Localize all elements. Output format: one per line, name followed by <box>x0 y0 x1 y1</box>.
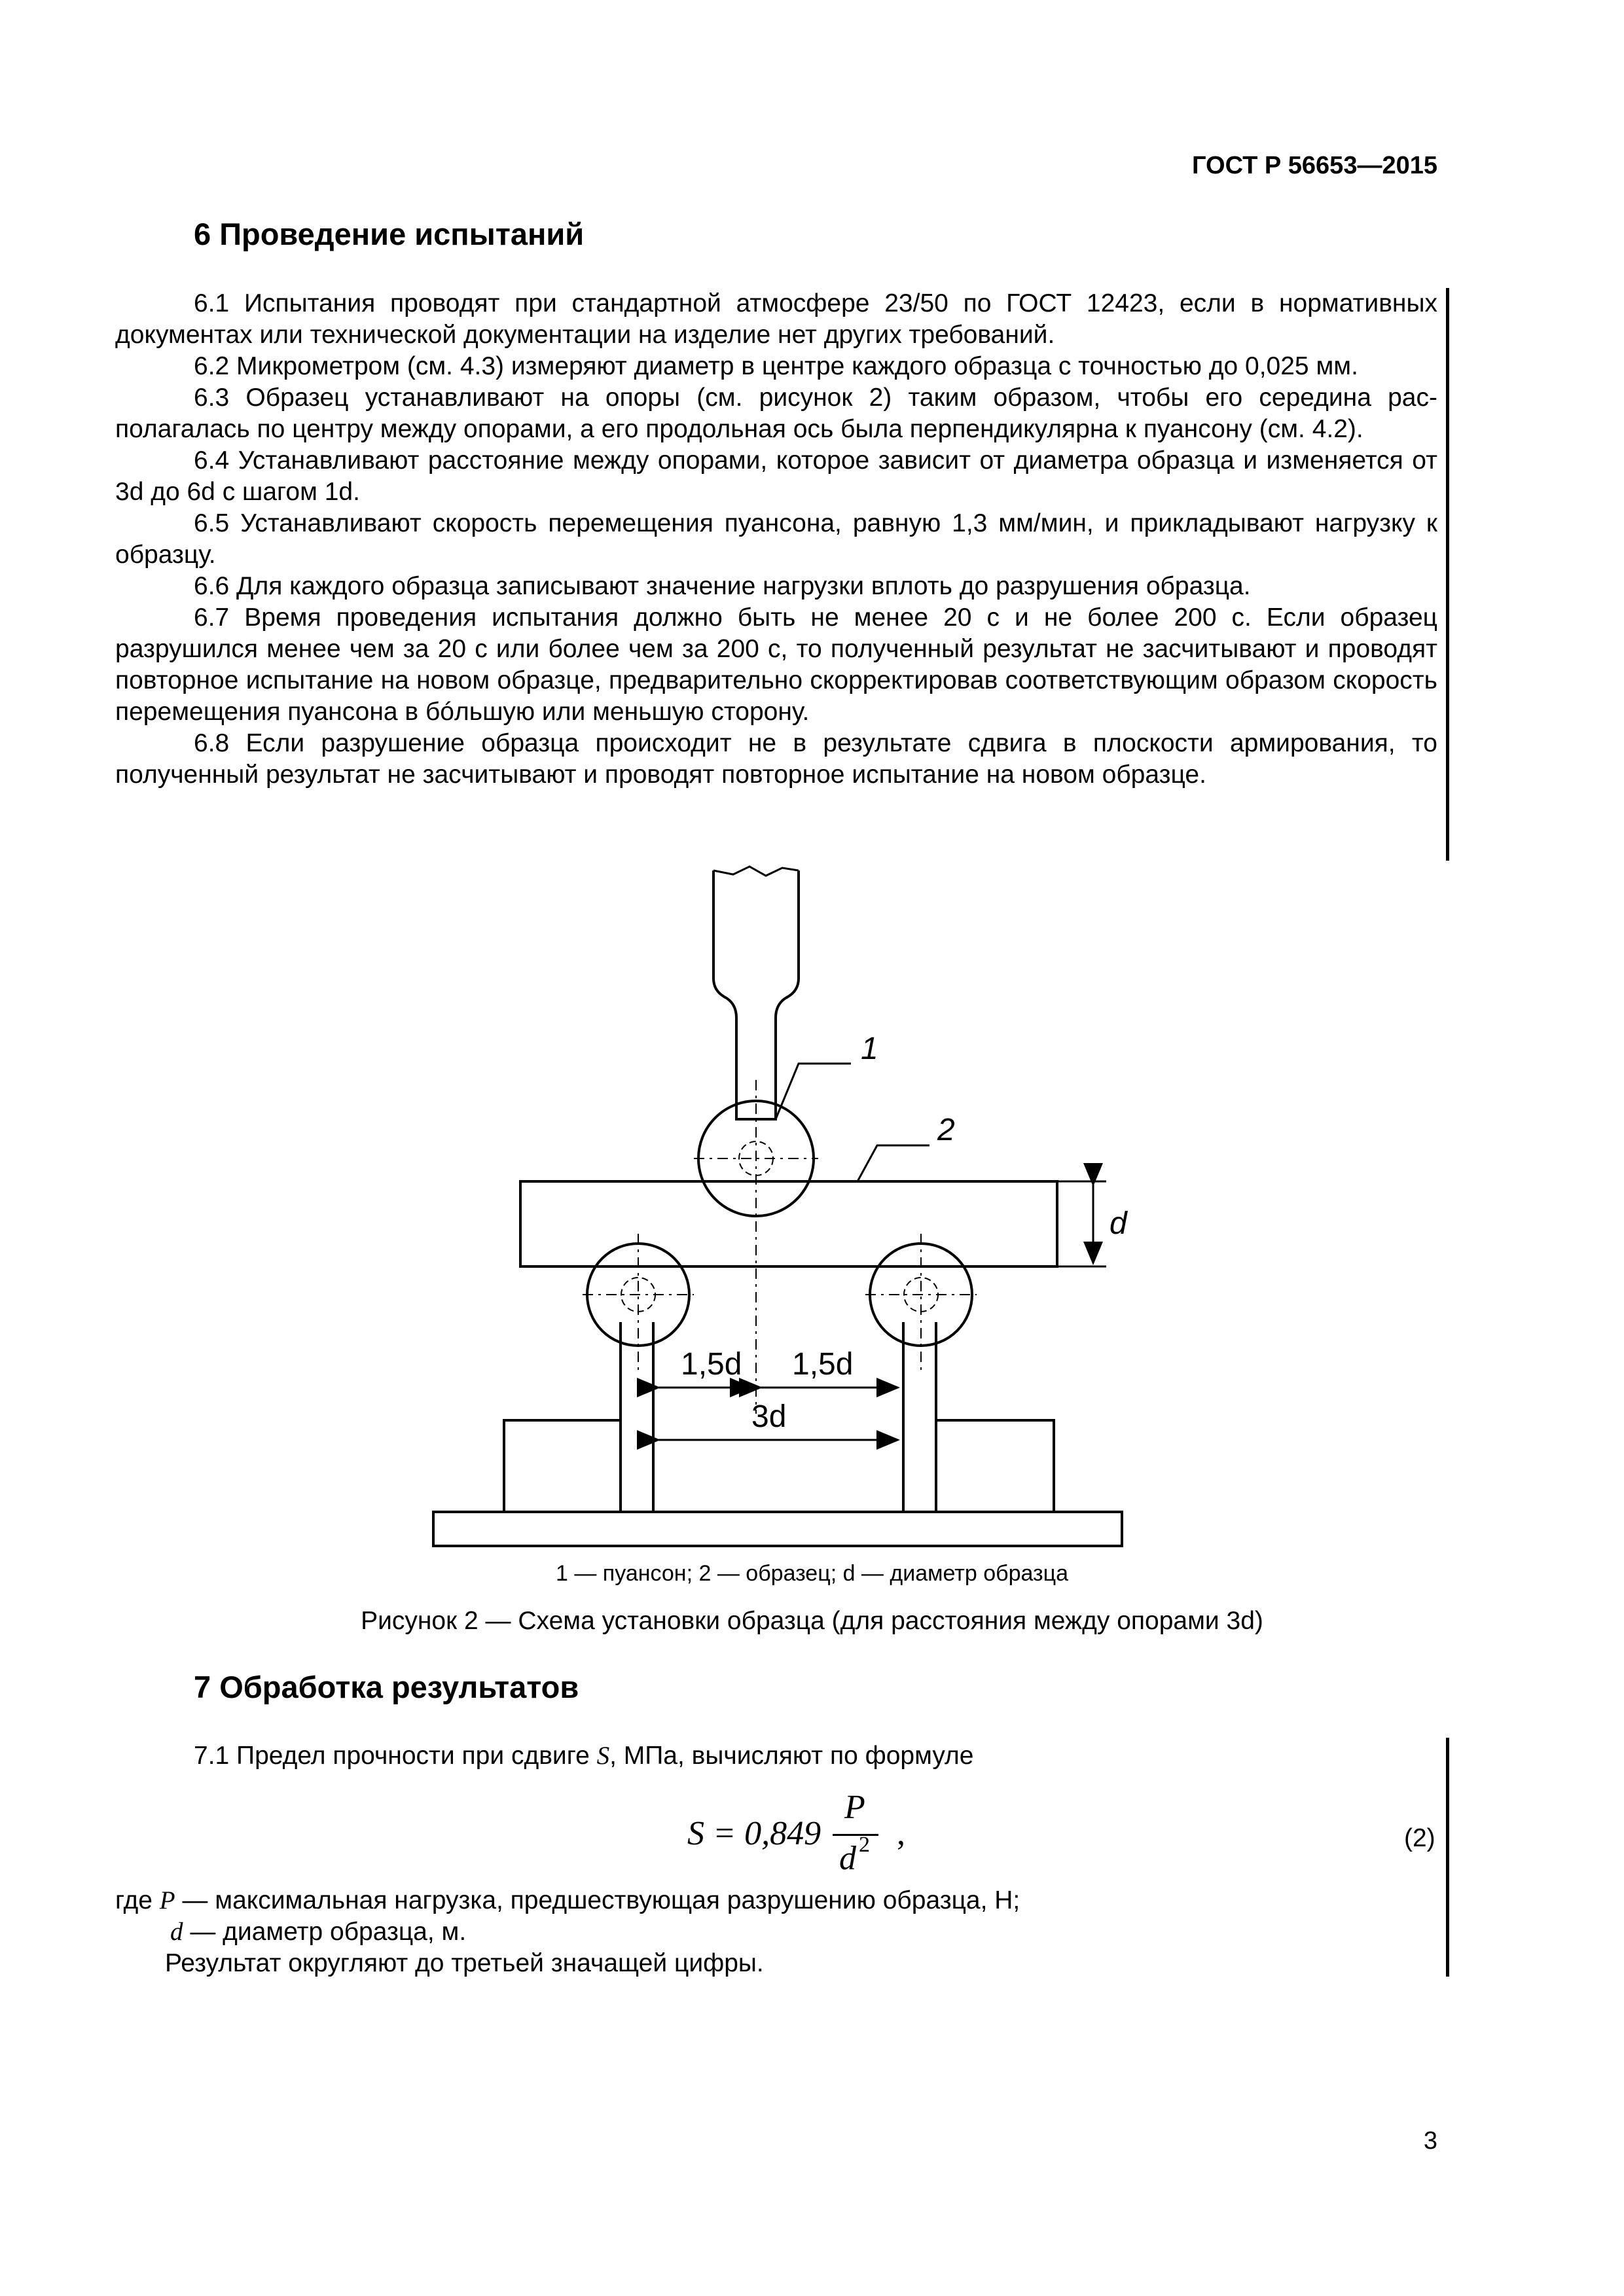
section-6-title: 6 Проведение испытаний <box>194 217 585 251</box>
section-6-body <box>115 288 1437 791</box>
para-6-8: 6.8 Если разрушение образца происходит не в результате сдвига в плоскости армирования, то полученный результат не засчитывают и проводят повторное испытание на новом образце. <box>115 729 1437 789</box>
dim-right-text: 1,5d <box>792 1347 854 1382</box>
formula-comma: , <box>897 1815 905 1852</box>
formula-2 <box>687 1788 923 1880</box>
var-S: S <box>596 1742 610 1770</box>
var-d: d <box>170 1918 183 1946</box>
leader-2 <box>857 1145 929 1181</box>
punch-break-line <box>713 867 799 876</box>
figure-caption: Рисунок 2 — Схема установки образца (для расстояния между опорами 3d) <box>361 1607 1263 1635</box>
formula-exponent: 2 <box>859 1833 870 1857</box>
change-bar <box>1446 1738 1449 1977</box>
page-number: 3 <box>1423 2127 1437 2155</box>
dim-span-text: 3d <box>751 1399 787 1434</box>
right-support-post <box>903 1322 936 1512</box>
label-2: 2 <box>937 1113 955 1147</box>
para-6-7: 6.7 Время проведения испытания должно быть не менее 20 с и не более 200 с. Если образец разрушился менее чем за 20 с или более чем за 200 с, то полученный результат не засчитывают и проводят повторное испытание на новом образце, предварительно скорректировав соответствующим образом скорость перемещения пуансона в бóльшую или меньшую сторону. <box>115 603 1437 726</box>
left-side-block <box>504 1420 621 1512</box>
para-7-1-text-end: , МПа, вычисляют по формуле <box>609 1742 974 1770</box>
para-6-5: 6.5 Устанавливают скорость перемещения пуансона, равную 1,3 мм/мин, и прикладывают нагрузку к образцу. <box>115 509 1437 569</box>
where-P-line: где P — максимальная нагрузка, предшествующая разрушению образца, Н; <box>115 1886 1020 1914</box>
fraction-bar <box>833 1834 878 1836</box>
section-7-title: 7 Обработка результатов <box>194 1670 579 1704</box>
standard-number: ГОСТ Р 56653—2015 <box>1192 152 1437 179</box>
para-6-4: 6.4 Устанавливают расстояние между опорами, которое зависит от диаметра образца и изменяется от 3d до 6d с шагом 1d. <box>115 446 1437 506</box>
formula-numerator: P <box>844 1789 865 1826</box>
para-6-6: 6.6 Для каждого образца записывают значение нагрузки вплоть до разрушения образца. <box>194 572 1251 600</box>
base-plate <box>433 1512 1122 1546</box>
test-setup-diagram <box>406 857 1218 1551</box>
where-d-line: d — диаметр образца, м. <box>170 1918 467 1946</box>
para-7-1-text: 7.1 Предел прочности при сдвиге <box>194 1742 597 1770</box>
dim-left-text: 1,5d <box>681 1347 742 1382</box>
figure-legend: 1 — пуансон; 2 — образец; d — диаметр образца <box>556 1561 1068 1586</box>
para-6-1: 6.1 Испытания проводят при стандартной атмосфере 23/50 по ГОСТ 12423, если в нормативных документах или технической документации на изделие нет других требований. <box>115 289 1437 349</box>
label-1: 1 <box>861 1031 878 1066</box>
para-6-2: 6.2 Микрометром (см. 4.3) измеряют диаметр в центре каждого образца с точностью до 0,025 мм. <box>194 352 1358 380</box>
para-6-3: 6.3 Образец устанавливают на опоры (см. рисунок 2) таким образом, чтобы его середина располагалась по центру между опорами, а его продольная ось была перпендикулярна к пуансону (см. 4.2). <box>115 384 1437 443</box>
formula-lhs: S = 0,849 <box>687 1815 821 1852</box>
label-d: d <box>1110 1206 1127 1241</box>
right-side-block <box>936 1420 1054 1512</box>
formula-denominator: d <box>839 1840 856 1877</box>
var-P: P <box>159 1886 175 1914</box>
left-support-post <box>621 1322 653 1512</box>
specimen <box>520 1181 1057 1266</box>
formula-number: (2) <box>1404 1824 1435 1852</box>
rounding-note: Результат округляют до третьей значащей цифры. <box>165 1949 764 1977</box>
para-7-1 <box>194 1741 973 1770</box>
change-bar <box>1446 288 1449 861</box>
